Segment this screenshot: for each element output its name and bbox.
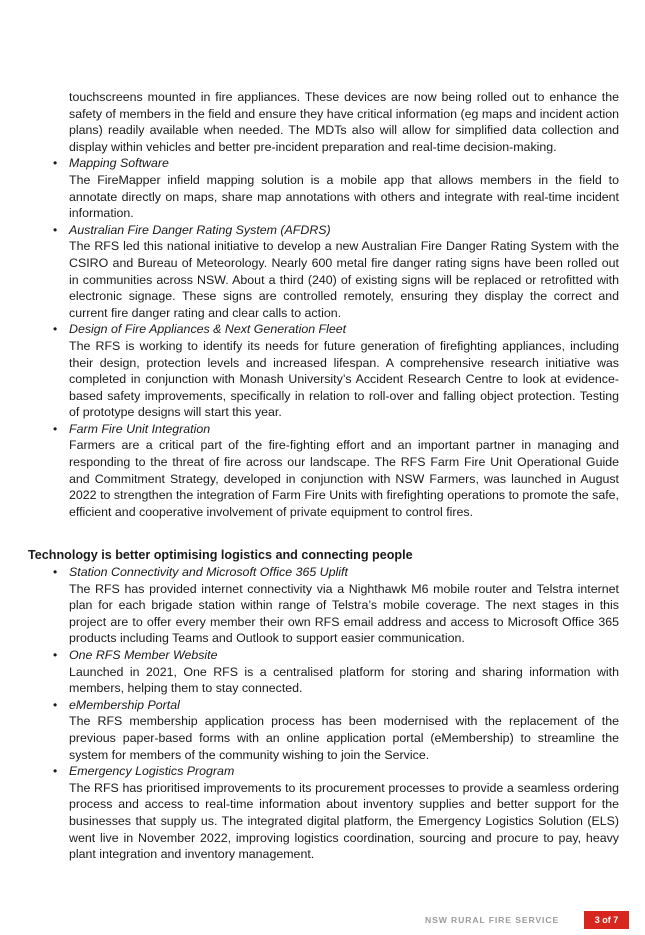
bullet-icon: • [53,156,58,171]
bullet-icon: • [53,764,58,779]
item-body: The RFS has prioritised improvements to its procurement processes to provide a seamless ordering process and access to real-time information about inventory supplies and better support for the businesses that supply us. The integrated digital platform, the Emergency Logistics Solution (ELS) went live in November 2022, improving logistics coordination, sourcing and procure to pay, heavy plant integration and inventory management. [69,780,619,862]
bullet-icon: • [53,421,58,436]
item-title: Australian Fire Danger Rating System (AFDRS) [69,222,331,237]
bullet-icon: • [53,222,58,237]
main-content [53,89,619,520]
list-item [53,222,619,322]
logistics-section [28,547,619,863]
item-title: One RFS Member Website [69,647,218,662]
item-body: The RFS led this national initiative to develop a new Australian Fire Danger Rating System with the CSIRO and Bureau of Meteorology. Nearly 600 metal fire danger rating signs have been rolled out in communities across NSW. About a third (240) of existing signs will be replaced or retrofitted with electronic signage. These signs are controlled remotely, ensuring they display the correct and current fire danger rating and clear calls to action. [69,239,619,320]
item-title: Emergency Logistics Program [69,764,235,779]
list-item [53,647,619,697]
bullet-icon: • [53,322,58,337]
item-title: Design of Fire Appliances & Next Generation Fleet [69,322,347,337]
bullet-icon: • [53,697,58,712]
bullet-list-logistics [53,564,619,863]
item-title: Station Connectivity and Microsoft Office 365 Uplift [69,565,348,579]
item-body: Farmers are a critical part of the fire-fighting effort and an important partner in managing and responding to the threat of fire across our landscape. The RFS Farm Fire Unit Operational Guide and Commitment Strategy, developed in conjunction with NSW Farmers, was launched in August 2022 to strengthen the integration of Farm Fire Units with firefighting operations to promote the safe, efficient and cooperative involvement of private equipment to control fires. [69,438,619,519]
list-item [53,155,619,221]
item-title: Mapping Software [69,156,169,171]
page-number-badge: 3 of 7 [584,911,629,929]
item-body: Launched in 2021, One RFS is a centralised platform for storing and sharing information with members, helping them to stay connected. [69,664,619,696]
section-heading: Technology is better optimising logistics and connecting people [28,548,413,562]
bullet-list-fleet [53,155,619,520]
item-body: The RFS is working to identify its needs for future generation of firefighting appliances, including their design, protection levels and increased lifespan. A comprehensive research initiative was completed in conjunction with Monash University’s Accident Research Centre to look at evidence-based safety improvements, specifically in relation to roll-over and falling object protection. Testing of prototype designs will start this year. [69,338,619,420]
bullet-icon: • [53,565,58,579]
list-item [53,564,619,647]
intro-paragraph: touchscreens mounted in fire appliances. These devices are now being rolled out to enhance the safety of members in the field and ensure they have critical information (eg maps and incident action plans) readily available when needed. The MDTs also will allow for simplified data collection and display within vehicles and better pre-incident preparation and real-time decision-making. [69,90,619,154]
item-title: Farm Fire Unit Integration [69,421,211,436]
bullet-icon: • [53,647,58,662]
item-title: eMembership Portal [69,697,180,712]
list-item [53,697,619,763]
footer-org-name: NSW RURAL FIRE SERVICE [425,915,560,925]
list-item [53,321,619,421]
item-body: The FireMapper infield mapping solution is a mobile app that allows members in the field to annotate directly on maps, share map annotations with others and integrate with real-time incident information. [69,172,619,221]
list-item [53,421,619,521]
list-item [53,763,619,863]
item-body: The RFS membership application process has been modernised with the replacement of the previous paper-based forms with an online application portal (eMembership) to streamline the system for members of the community wishing to join the Service. [69,714,619,762]
item-body: The RFS has provided internet connectivity via a Nighthawk M6 mobile router and Telstra internet plan for each brigade station within range of Telstra’s mobile coverage. The next stages in this project are to offer every member their own RFS email address and access to Microsoft Office 365 products including Teams and Outlook to support easier communication. [69,581,619,646]
